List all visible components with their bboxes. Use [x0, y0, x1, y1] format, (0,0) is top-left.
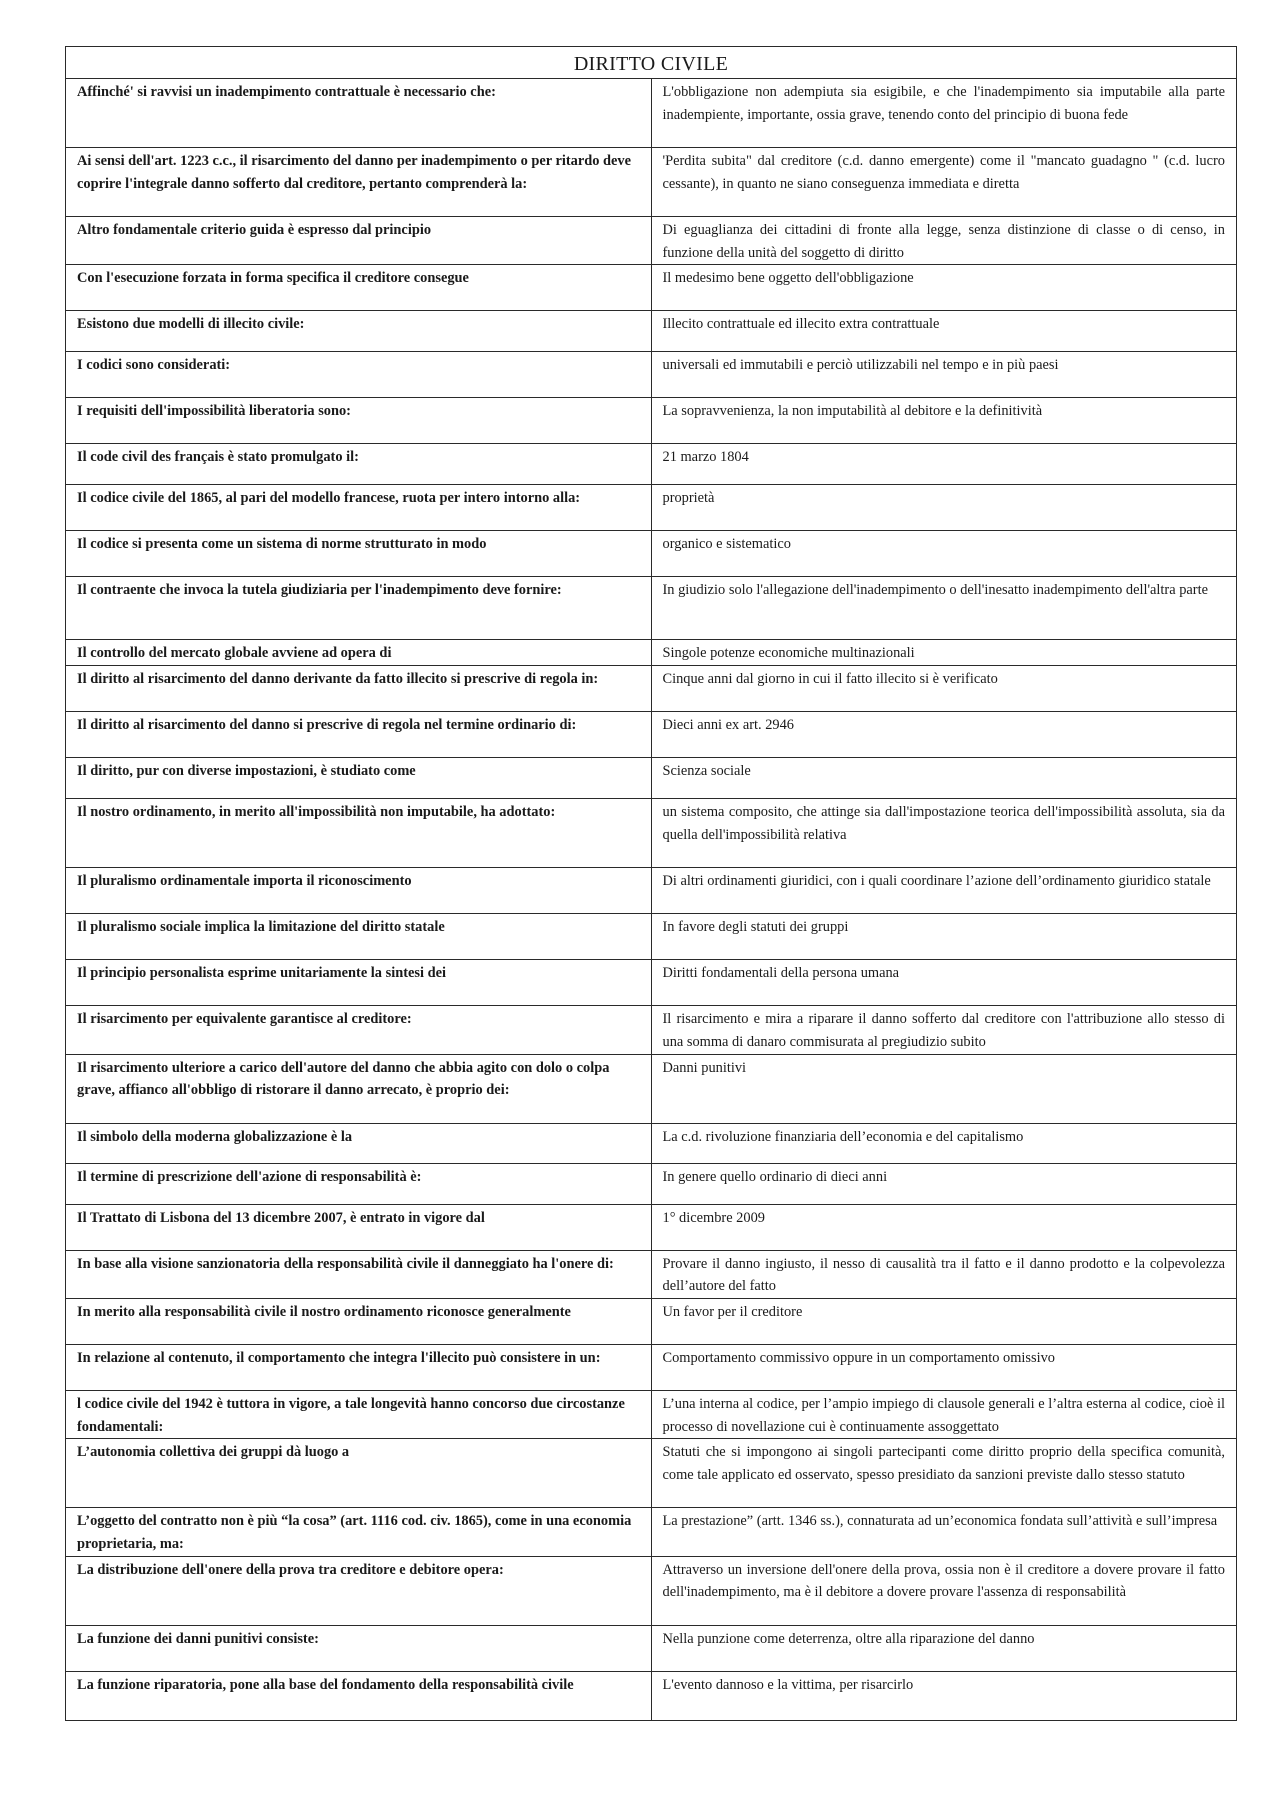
question-cell: Il risarcimento per equivalente garantisce al creditore:: [66, 1006, 652, 1054]
question-cell: l codice civile del 1942 è tuttora in vigore, a tale longevità hanno concorso due circostanze fondamentali:: [66, 1390, 652, 1438]
table-row: [66, 148, 1237, 217]
question-cell: Il diritto, pur con diverse impostazioni, è studiato come: [66, 758, 652, 799]
question-cell: In merito alla responsabilità civile il nostro ordinamento riconosce generalmente: [66, 1298, 652, 1344]
question-cell: Il Trattato di Lisbona del 13 dicembre 2007, è entrato in vigore dal: [66, 1204, 652, 1250]
table-row: [66, 217, 1237, 265]
table-row: [66, 1439, 1237, 1508]
answer-cell: Il medesimo bene oggetto dell'obbligazione: [651, 265, 1237, 311]
answer-cell: universali ed immutabili e perciò utilizzabili nel tempo e in più paesi: [651, 352, 1237, 398]
question-cell: Il codice si presenta come un sistema di norme strutturato in modo: [66, 531, 652, 577]
answer-cell: La prestazione” (artt. 1346 ss.), connaturata ad un’economica fondata sull’attività e sull’impresa: [651, 1508, 1237, 1556]
question-cell: I requisiti dell'impossibilità liberatoria sono:: [66, 398, 652, 444]
question-cell: In base alla visione sanzionatoria della responsabilità civile il danneggiato ha l'onere di:: [66, 1250, 652, 1298]
table-row: [66, 398, 1237, 444]
question-cell: Il contraente che invoca la tutela giudiziaria per l'inadempimento deve fornire:: [66, 577, 652, 640]
answer-cell: Provare il danno ingiusto, il nesso di causalità tra il fatto e il danno prodotto e la colpevolezza dell’autore del fatto: [651, 1250, 1237, 1298]
question-cell: Il codice civile del 1865, al pari del modello francese, ruota per intero intorno alla:: [66, 485, 652, 531]
table-row: [66, 799, 1237, 868]
table-row: [66, 485, 1237, 531]
answer-cell: proprietà: [651, 485, 1237, 531]
question-cell: Con l'esecuzione forzata in forma specifica il creditore consegue: [66, 265, 652, 311]
answer-cell: In genere quello ordinario di dieci anni: [651, 1163, 1237, 1204]
table-row: [66, 577, 1237, 640]
table-row: [66, 1123, 1237, 1163]
answer-cell: L'obbligazione non adempiuta sia esigibile, e che l'inadempimento sia imputabile alla parte inadempiente, importante, ossia grave, tenendo conto del principio di buona fede: [651, 79, 1237, 148]
table-row: [66, 1163, 1237, 1204]
question-cell: I codici sono considerati:: [66, 352, 652, 398]
table-row: [66, 758, 1237, 799]
question-cell: Il diritto al risarcimento del danno si prescrive di regola nel termine ordinario di:: [66, 712, 652, 758]
question-cell: La funzione riparatoria, pone alla base del fondamento della responsabilità civile: [66, 1671, 652, 1720]
answer-cell: Di eguaglianza dei cittadini di fronte alla legge, senza distinzione di classe o di censo, in funzione della unità del soggetto di diritto: [651, 217, 1237, 265]
table-row: [66, 1671, 1237, 1720]
answer-cell: Attraverso un inversione dell'onere della prova, ossia non è il creditore a dovere provare il fatto dell'inadempimento, ma è il debitore a dovere provare l'assenza di responsabilità: [651, 1556, 1237, 1625]
table-row: [66, 1054, 1237, 1123]
answer-cell: 1° dicembre 2009: [651, 1204, 1237, 1250]
answer-cell: In giudizio solo l'allegazione dell'inadempimento o dell'inesatto inadempimento dell'altra parte: [651, 577, 1237, 640]
table-row: [66, 712, 1237, 758]
question-cell: Il simbolo della moderna globalizzazione è la: [66, 1123, 652, 1163]
answer-cell: Dieci anni ex art. 2946: [651, 712, 1237, 758]
answer-cell: 21 marzo 1804: [651, 444, 1237, 485]
table-row: [66, 79, 1237, 148]
question-cell: L’oggetto del contratto non è più “la cosa” (art. 1116 cod. civ. 1865), come in una economia proprietaria, ma:: [66, 1508, 652, 1556]
table-row: [66, 666, 1237, 712]
answer-cell: un sistema composito, che attinge sia dall'impostazione teorica dell'impossibilità assoluta, sia da quella dell'impossibilità relativa: [651, 799, 1237, 868]
document-title: DIRITTO CIVILE: [66, 47, 1237, 79]
table-row: [66, 868, 1237, 914]
table-row: [66, 1006, 1237, 1054]
table-row: [66, 265, 1237, 311]
question-cell: Il controllo del mercato globale avviene ad opera di: [66, 640, 652, 666]
table-row: [66, 311, 1237, 352]
answer-cell: organico e sistematico: [651, 531, 1237, 577]
table-row: [66, 1390, 1237, 1438]
answer-cell: 'Perdita subita" dal creditore (c.d. danno emergente) come il "mancato guadagno " (c.d. lucro cessante), in quanto ne siano conseguenza immediata e diretta: [651, 148, 1237, 217]
answer-cell: Illecito contrattuale ed illecito extra contrattuale: [651, 311, 1237, 352]
answer-cell: Scienza sociale: [651, 758, 1237, 799]
table-row: [66, 1556, 1237, 1625]
answer-cell: Cinque anni dal giorno in cui il fatto illecito si è verificato: [651, 666, 1237, 712]
answer-cell: Il risarcimento e mira a riparare il danno sofferto dal creditore con l'attribuzione allo stesso di una somma di danaro commisurata al pregiudizio subito: [651, 1006, 1237, 1054]
question-cell: Il principio personalista esprime unitariamente la sintesi dei: [66, 960, 652, 1006]
table-row: [66, 531, 1237, 577]
answer-cell: In favore degli statuti dei gruppi: [651, 914, 1237, 960]
table-row: [66, 444, 1237, 485]
question-cell: Affinché' si ravvisi un inadempimento contrattuale è necessario che:: [66, 79, 652, 148]
question-cell: Il risarcimento ulteriore a carico dell'autore del danno che abbia agito con dolo o colpa grave, affianco all'obbligo di ristorare il danno arrecato, è proprio dei:: [66, 1054, 652, 1123]
answer-cell: Un favor per il creditore: [651, 1298, 1237, 1344]
answer-cell: Comportamento commissivo oppure in un comportamento omissivo: [651, 1344, 1237, 1390]
question-cell: Il termine di prescrizione dell'azione di responsabilità è:: [66, 1163, 652, 1204]
question-cell: Il pluralismo sociale implica la limitazione del diritto statale: [66, 914, 652, 960]
table-row: [66, 1250, 1237, 1298]
table-row: [66, 352, 1237, 398]
qa-table: [65, 46, 1237, 1721]
answer-cell: La sopravvenienza, la non imputabilità al debitore e la definitività: [651, 398, 1237, 444]
answer-cell: L’una interna al codice, per l’ampio impiego di clausole generali e l’altra esterna al codice, cioè il processo di novellazione cui è continuamente assoggettato: [651, 1390, 1237, 1438]
question-cell: In relazione al contenuto, il comportamento che integra l'illecito può consistere in un:: [66, 1344, 652, 1390]
question-cell: Il nostro ordinamento, in merito all'impossibilità non imputabile, ha adottato:: [66, 799, 652, 868]
answer-cell: Di altri ordinamenti giuridici, con i quali coordinare l’azione dell’ordinamento giuridico statale: [651, 868, 1237, 914]
answer-cell: Danni punitivi: [651, 1054, 1237, 1123]
question-cell: Il pluralismo ordinamentale importa il riconoscimento: [66, 868, 652, 914]
question-cell: Esistono due modelli di illecito civile:: [66, 311, 652, 352]
question-cell: Ai sensi dell'art. 1223 c.c., il risarcimento del danno per inadempimento o per ritardo deve coprire l'integrale danno sofferto dal creditore, pertanto comprenderà la:: [66, 148, 652, 217]
answer-cell: Nella punzione come deterrenza, oltre alla riparazione del danno: [651, 1625, 1237, 1671]
question-cell: La funzione dei danni punitivi consiste:: [66, 1625, 652, 1671]
question-cell: L’autonomia collettiva dei gruppi dà luogo a: [66, 1439, 652, 1508]
title-row: [66, 47, 1237, 79]
question-cell: La distribuzione dell'onere della prova tra creditore e debitore opera:: [66, 1556, 652, 1625]
table-row: [66, 1625, 1237, 1671]
table-row: [66, 1298, 1237, 1344]
question-cell: Il code civil des français è stato promulgato il:: [66, 444, 652, 485]
answer-cell: L'evento dannoso e la vittima, per risarcirlo: [651, 1671, 1237, 1720]
question-cell: Altro fondamentale criterio guida è espresso dal principio: [66, 217, 652, 265]
answer-cell: Diritti fondamentali della persona umana: [651, 960, 1237, 1006]
table-row: [66, 960, 1237, 1006]
question-cell: Il diritto al risarcimento del danno derivante da fatto illecito si prescrive di regola in:: [66, 666, 652, 712]
table-row: [66, 914, 1237, 960]
table-row: [66, 1344, 1237, 1390]
answer-cell: Singole potenze economiche multinazionali: [651, 640, 1237, 666]
answer-cell: La c.d. rivoluzione finanziaria dell’economia e del capitalismo: [651, 1123, 1237, 1163]
table-row: [66, 1508, 1237, 1556]
table-row: [66, 1204, 1237, 1250]
table-row: [66, 640, 1237, 666]
answer-cell: Statuti che si impongono ai singoli partecipanti come diritto proprio della specifica comunità, come tale applicato ed osservato, spesso presidiato da sanzioni previste dallo stesso statuto: [651, 1439, 1237, 1508]
